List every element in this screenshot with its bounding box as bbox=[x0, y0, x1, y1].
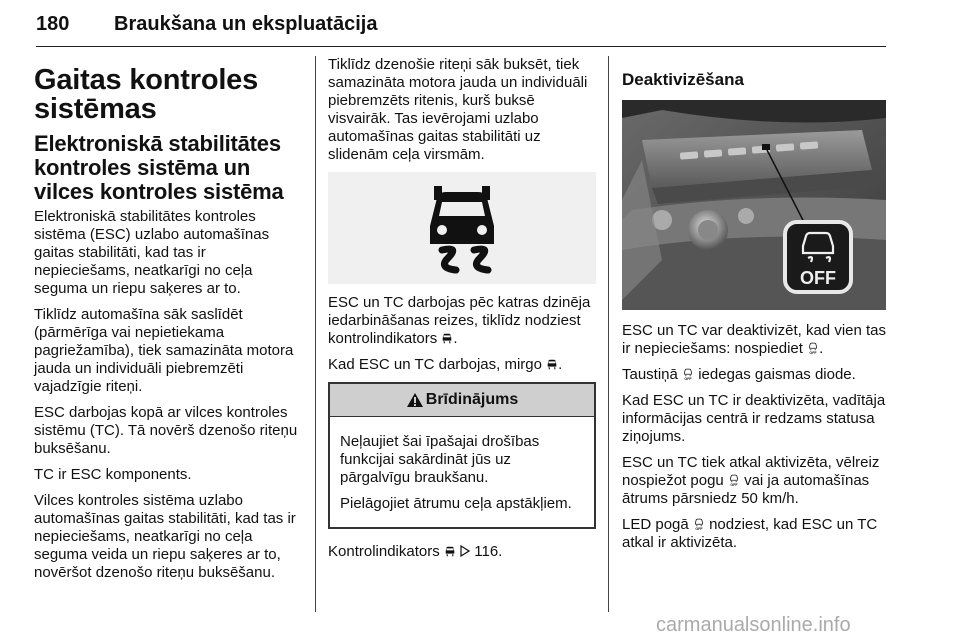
paragraph bbox=[622, 516, 888, 552]
esc-off-icon bbox=[682, 367, 694, 381]
paragraph-text: Kad ESC un TC darbojas, mirgo bbox=[328, 356, 542, 373]
chapter-title: Braukšana un ekspluatācija bbox=[114, 13, 378, 35]
column-2 bbox=[328, 56, 596, 569]
column-divider-2 bbox=[608, 56, 609, 612]
column-divider-1 bbox=[315, 56, 316, 612]
paragraph bbox=[622, 454, 888, 508]
page-reference[interactable]: 116. bbox=[474, 543, 503, 560]
paragraph bbox=[622, 366, 888, 384]
paragraph: Kad ESC un TC darbojas, mirgo . bbox=[328, 356, 563, 373]
warning-text: Pielāgojiet ātrumu ceļa apstākļiem. bbox=[340, 495, 572, 512]
paragraph-text: nodziest, kad ESC un TC atkal ir aktivizēta. bbox=[622, 516, 878, 551]
car-skid-icon bbox=[441, 331, 453, 345]
section-heading: Deaktivizēšana bbox=[622, 70, 744, 89]
warning-title: Brīdinājums bbox=[425, 391, 519, 408]
warning-body bbox=[330, 417, 594, 527]
paragraph: Vilces kontroles sistēma uzlabo automašīnas gaitas stabilitāti, kad tas ir nepieciešams, neatkarīgi no ceļa seguma veida un riepu saķeres ar to, novēršot dzenošo riteņu buksēšanu. bbox=[34, 492, 296, 581]
column-1 bbox=[34, 56, 300, 590]
page-number: 180 bbox=[36, 13, 70, 35]
esc-indicator-figure bbox=[328, 172, 596, 284]
paragraph: TC ir ESC komponents. bbox=[34, 466, 192, 483]
paragraph: Kad ESC un TC ir deaktivizēta, vadītāja informācijas centrā ir redzams statusa ziņojums. bbox=[622, 392, 886, 445]
watermark: carmanualsonline.info bbox=[656, 614, 851, 636]
warning-text: Neļaujiet šai īpašajai drošības funkcijai sakārdināt jūs uz pārgalvīgu braukšanu. bbox=[340, 433, 540, 486]
paragraph: Elektroniskā stabilitātes kontroles sistēma (ESC) uzlabo automašīnas gaitas stabilitāti, kad tas ir nepieciešams, neatkarīgi no ceļa seguma un riepu saķeres ar to. bbox=[34, 208, 270, 297]
subsection-title: Elektroniskā stabilitātes kontroles sistēma un vilces kontroles sistēma bbox=[34, 131, 284, 204]
car-skid-icon bbox=[546, 357, 558, 371]
dashboard-button-photo bbox=[622, 100, 886, 310]
warning-header bbox=[330, 384, 594, 417]
esc-off-icon bbox=[728, 473, 740, 487]
section-title: Gaitas kontroles sistēmas bbox=[34, 64, 259, 125]
esc-off-icon bbox=[807, 341, 819, 355]
page-reference-icon bbox=[460, 545, 470, 557]
photo-badge-text: OFF bbox=[800, 268, 836, 288]
paragraph: ESC un TC darbojas pēc katras dzinēja iedarbināšanas reizes, tiklīdz nodziest kontrolindikators . bbox=[328, 294, 591, 347]
paragraph-text: iedegas gaismas diode. bbox=[698, 366, 856, 383]
paragraph-text: vai ja automašīnas ātrums pārsniedz 50 km/h. bbox=[622, 472, 870, 507]
cross-reference bbox=[328, 543, 596, 561]
paragraph: ESC un TC var deaktivizēt, kad vien tas ir nepieciešams: nospiediet . bbox=[622, 322, 887, 357]
header-rule bbox=[36, 46, 886, 47]
warning-box bbox=[328, 382, 596, 529]
esc-off-icon bbox=[693, 517, 705, 531]
paragraph: Tiklīdz dzenošie riteņi sāk buksēt, tiek samazināta motora jauda un individuāli piebremzēts ritenis, kurš buksē visvairāk. Tas ievērojami uzlabo automašīnas gaitas stabilitāti uz slidenām ceļa virsmām. bbox=[328, 56, 588, 163]
paragraph: ESC darbojas kopā ar vilces kontroles sistēmu (TC). Tā novērš dzenošo riteņu buksēšanu. bbox=[34, 404, 298, 457]
paragraph-text: LED pogā bbox=[622, 516, 689, 533]
warning-triangle-icon bbox=[406, 392, 424, 408]
paragraph-text: ESC un TC var deaktivizēt, kad vien tas ir nepieciešams: nospiediet bbox=[622, 322, 887, 357]
column-3 bbox=[622, 56, 888, 560]
cross-reference-label: Kontrolindikators bbox=[328, 543, 440, 560]
page-header bbox=[36, 2, 886, 46]
paragraph-text: ESC un TC darbojas pēc katras dzinēja iedarbināšanas reizes, tiklīdz nodziest kontrolindikators bbox=[328, 294, 591, 347]
paragraph-text: Taustiņā bbox=[622, 366, 678, 383]
dashboard-photo bbox=[622, 100, 886, 310]
car-skid-icon bbox=[412, 178, 512, 278]
car-skid-icon bbox=[444, 544, 456, 558]
paragraph: Tiklīdz automašīna sāk saslīdēt (pārmērīga vai nepietiekama pagriežamība), tiek samazināta motora jauda un individuāli piebremzēti vajadzīgie riteņi. bbox=[34, 306, 294, 395]
paragraph-text: ESC un TC tiek atkal aktivizēta, vēlreiz nospiežot pogu bbox=[622, 454, 880, 489]
